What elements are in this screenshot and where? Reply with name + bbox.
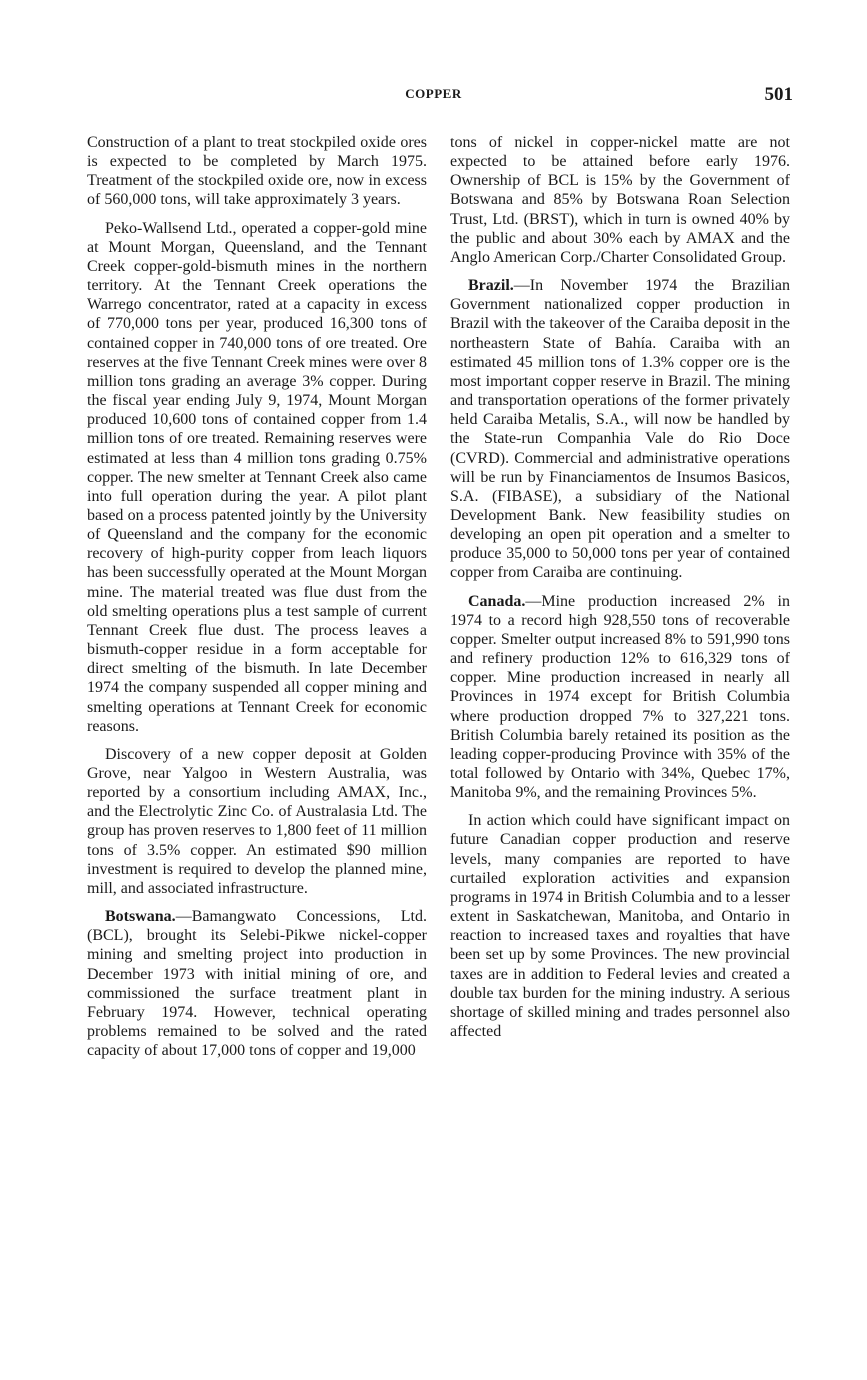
paragraph-canada [450,592,790,803]
section-heading-brazil: Brazil. [468,277,514,295]
paragraph-bcl-ownership: tons of nickel in copper-nickel matte are not expected to be attained before early 1976. Ownership of BCL is 15% by the Government of Botswana and 85% by Botswana Roan Selection Trust, Ltd. (BRST), which in turn is owned 40% by the public and about 30% each by AMAX and the Anglo American Corp./Charter Consolidated Group. [450,134,790,266]
paragraph-botswana-text: —Bamangwato Concessions, Ltd. (BCL), brought its Selebi-Pikwe nickel-copper mining and smelting project into production in December 1973 with initial mining of ore, and commissioned the surface treatment plant in February 1974. However, technical operating problems remained to be solved and the rated capacity of about 17,000 tons of copper and 19,000 [87,908,427,1060]
paragraph-canada-text: —Mine production increased 2% in 1974 to a record high 928,550 tons of recoverable copper. Smelter output increased 8% to 591,990 tons and refinery production 12% to 616,329 tons of copper. Mine production increased in nearly all Provinces in 1974 except for British Columbia where production dropped 7% to 327,221 tons. British Columbia barely retained its position as the leading copper-producing Province with 35% of the total followed by Ontario with 34%, Quebec 17%, Manitoba 9%, and the remaining Provinces 5%. [450,592,790,802]
left-column [87,133,427,1060]
paragraph-golden-grove: Discovery of a new copper deposit at Golden Grove, near Yalgoo in Western Australia, was reported by a consortium including AMAX, Inc., and the Electrolytic Zinc Co. of Australasia Ltd. The group has proven reserves to 1,800 feet of 11 million tons of 3.5% copper. An estimated $90 million investment is required to develop the planned mine, mill, and associated infrastructure. [87,745,427,897]
paragraph-oxide-ore-plant: Construction of a plant to treat stockpiled oxide ores is expected to be completed by March 1975. Treatment of the stockpiled oxide ore, now in excess of 560,000 tons, will take approximately 3 years. [87,134,427,209]
paragraph-botswana [87,907,427,1060]
running-header-title: COPPER [405,86,462,101]
right-column [450,133,790,1041]
paragraph-brazil-text: —In November 1974 the Brazilian Government nationalized copper production in Brazil with the takeover of the Caraiba deposit in the northeastern State of Bahía. Caraiba with an estimated 45 million tons of 1.3% copper ore is the most important copper reserve in Brazil. The mining and transportation operations of the former privately held Caraiba Metalis, S.A., will now be handled by the State-run Companhia Vale do Rio Doce (CVRD). Commercial and administrative operations will be run by Financiamentos de Insumos Basicos, S.A. (FIBASE), a subsidiary of the National Development Bank. New feasibility studies on developing an open pit operation and a smelter to produce 35,000 to 50,000 tons per year of contained copper from Caraiba are continuing. [450,277,790,582]
section-heading-canada: Canada. [468,592,526,610]
page-number: 501 [764,84,793,105]
section-heading-botswana: Botswana. [105,908,176,926]
paragraph-brazil [450,276,790,583]
paragraph-canada-exploration: In action which could have significant impact on future Canadian copper production and reserve levels, many companies are reported to have curtailed exploration activities and expansion programs in 1974 in British Columbia and to a lesser extent in Saskatchewan, Manitoba, and Ontario in reaction to increased taxes and royalties that have been set up by some Provinces. The new provincial taxes are in addition to Federal levies and created a double tax burden for the mining industry. A serious shortage of skilled mining and trades personnel also affected [450,812,790,1041]
paragraph-peko-wallsend: Peko-Wallsend Ltd., operated a copper-gold mine at Mount Morgan, Queensland, and the Tennant Creek copper-gold-bismuth mines in the northern territory. At the Tennant Creek operations the Warrego concentrator, rated at a capacity in excess of 770,000 tons per year, produced 16,300 tons of contained copper in 740,000 tons of ore treated. Ore reserves at the five Tennant Creek mines were over 8 million tons grading an average 3% copper. During the fiscal year ending July 9, 1974, Mount Morgan produced 10,600 tons of contained copper from 1.4 million tons of ore treated. Remaining reserves were estimated at less than 4 million tons grading 0.75% copper. The new smelter at Tennant Creek also came into full operation during the year. A pilot plant based on a process patented jointly by the University of Queensland and the company for the economic recovery of high-purity copper from leach liquors has been successfully operated at the Mount Morgan mine. The material treated was flue dust from the old smelting operations plus a test sample of current Tennant Creek flue dust. The process leaves a bismuth-copper residue in a form acceptable for direct smelting of the bismuth. In late December 1974 the company suspended all copper mining and smelting operations at Tennant Creek for economic reasons. [87,219,427,735]
